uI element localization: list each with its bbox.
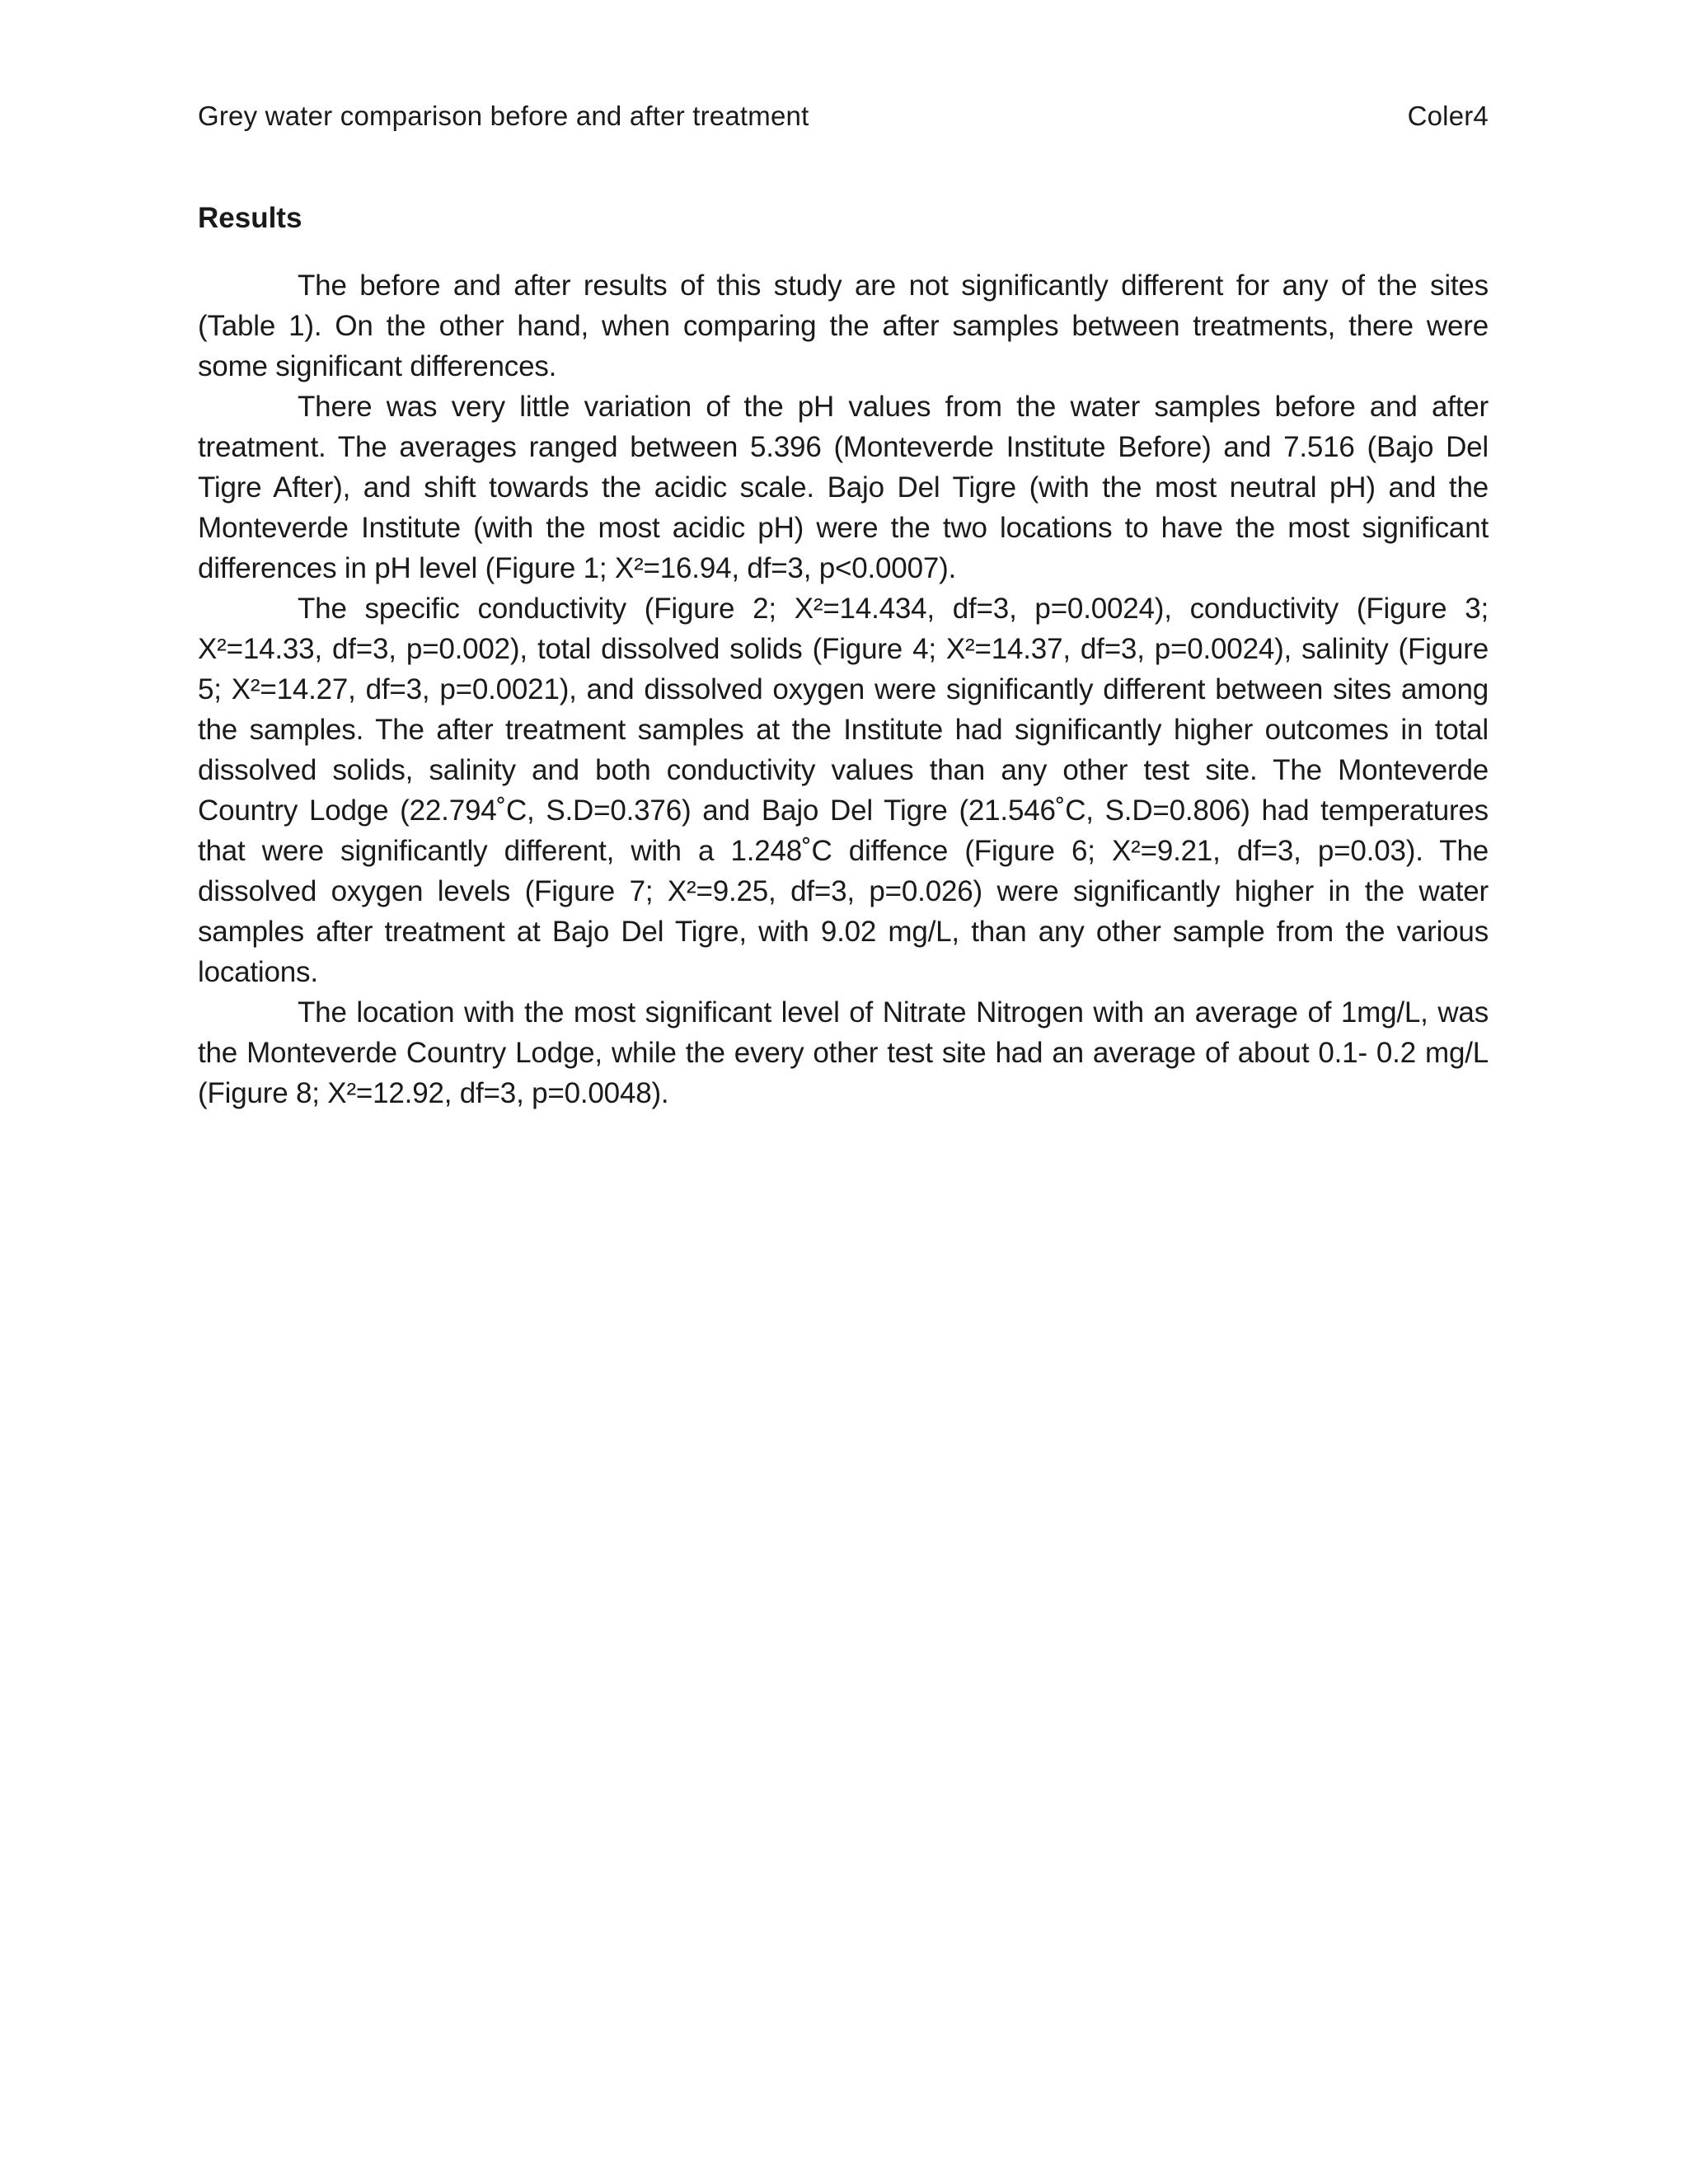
paragraph-nitrate: The location with the most significant level of Nitrate Nitrogen with an average of 1mg/L, was the Monteverde Country Lodge, while the every other test site had an average of about 0.1- 0.2 mg/L (Figure 8; X²=12.92, df=3, p=0.0048). xyxy=(198,996,1489,1109)
paragraph-intro: The before and after results of this study are not significantly different for any of the sites (Table 1). On the other hand, when comparing the after samples between treatments, there were some significant differences. xyxy=(198,269,1489,382)
header-title: Grey water comparison before and after treatment xyxy=(198,101,809,131)
results-body xyxy=(198,265,1489,1113)
header-page-label: Coler4 xyxy=(1407,101,1489,131)
paragraph-ph: There was very little variation of the pH values from the water samples before and after treatment. The averages ranged between 5.396 (Monteverde Institute Before) and 7.516 (Bajo Del Tigre After), and shift towards the acidic scale. Bajo Del Tigre (with the most neutral pH) and the Monteverde Institute (with the most acidic pH) were the two locations to have the most significant differences in pH level (Figure 1; X²=16.94, df=3, p<0.0007). xyxy=(198,391,1489,584)
section-heading: Results xyxy=(198,202,302,234)
paragraph-conductivity: The specific conductivity (Figure 2; X²=14.434, df=3, p=0.0024), conductivity (Figure 3; X²=14.33, df=3, p=0.002), total dissolved solids (Figure 4; X²=14.37, df=3, p=0.0024), salinity (Figure 5; X²=14.27, df=3, p=0.0021), and dissolved oxygen were significantly different between sites among the samples. The after treatment samples at the Institute had significantly higher outcomes in total dissolved solids, salinity and both conductivity values than any other test site. The Monteverde Country Lodge (22.794˚C, S.D=0.376) and Bajo Del Tigre (21.546˚C, S.D=0.806) had temperatures that were significantly different, with a 1.248˚C diffence (Figure 6; X²=9.21, df=3, p=0.03). The dissolved oxygen levels (Figure 7; X²=9.25, df=3, p=0.026) were significantly higher in the water samples after treatment at Bajo Del Tigre, with 9.02 mg/L, than any other sample from the various locations. xyxy=(198,593,1489,988)
running-header xyxy=(198,97,1489,135)
